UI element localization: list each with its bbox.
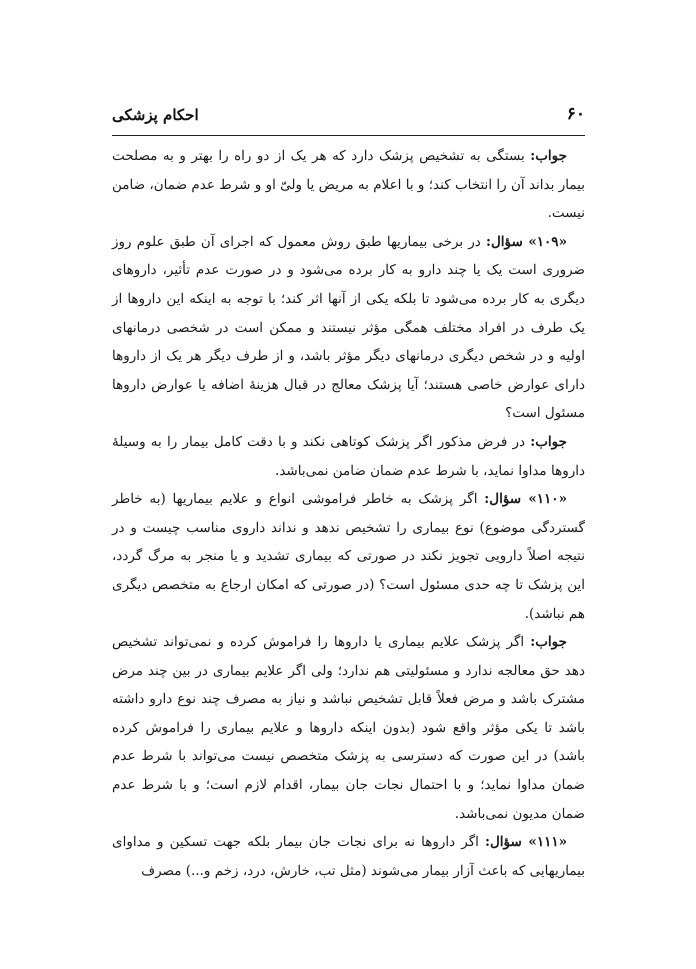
answer-label: جواب: (530, 634, 567, 651)
paragraph-text: اگر پزشک به خاطر فراموشی انواع و علایم بیماریها (به خاطر گستردگی موضوع) نوع بیماری را تشخیص ندهد و نداند داروی مناسب چیست و در نتیجه اصلاً دارویی تجویز نکند در صورتی که بیماری تشدید و یا منجر به مرگ گردد، این پزشک تا چه حدی مسئول است؟ (در صورتی که امکان ارجاع به متخصص دیگری هم نباشد). (112, 491, 585, 622)
question-paragraph (112, 228, 585, 428)
answer-label: جواب: (530, 148, 567, 164)
answer-paragraph (112, 428, 585, 485)
answer-paragraph (112, 628, 585, 828)
question-paragraph (112, 485, 585, 628)
question-number: «۱۰۹» (522, 233, 567, 250)
question-label: سؤال: (485, 834, 522, 851)
running-title: احکام پزشکی (112, 106, 199, 124)
paragraph-text: در برخی بیماریها طبق روش معمول که اجرای آن طبق علوم روز ضروری است یک یا چند دارو به کار برده می‌شود و در صورت عدم تأثیر، داروهای دیگری به کار برده می‌شود تا بلکه یکی از آنها اثر کند؛ با توجه به اینکه این داروها از یک طرف در افراد مختلف همگی مؤثر نیستند و ممکن است در شخصی درمانهای اولیه و در شخص دیگری درمانهای دیگر مؤثر باشد، و از طرف دیگر هر یک از داروها دارای عوارض خاصی هستند؛ آیا پزشک معالج در قبال هزینهٔ اضافه یا عوارض داروها مسئول است؟ (112, 233, 585, 422)
question-number: «۱۱۱» (521, 834, 568, 851)
body-text (112, 142, 585, 885)
header-divider (112, 135, 585, 136)
paragraph-text: اگر پزشک علایم بیماری یا داروها را فراموش کرده و نمی‌تواند تشخیص دهد حق معالجه ندارد و مسئولیتی هم ندارد؛ ولی اگر علایم بیماری در بین چند مرض مشترک باشد و مرض فعلاً قابل تشخیص نباشد و نیاز به مصرف چند نوع دارو داشته باشد تا یکی مؤثر واقع شود (بدون اینکه داروها و علایم بیماری را فراموش کرده باشد) در این صورت که دسترسی به پزشک متخصص نیست می‌تواند با شرط عدم ضمان مداوا نماید؛ و با احتمال نجات جان بیمار، اقدام لازم است؛ و با شرط عدم ضمان مدیون نمی‌باشد. (112, 634, 585, 822)
question-label: سؤال: (485, 233, 523, 250)
paragraph-text: اگر داروها نه برای نجات جان بیمار بلکه جهت تسکین و مداوای بیماریهایی که باعث آزار بیمار می‌شوند (مثل تب، خارش، درد، زخم و...) مصرف (112, 834, 585, 879)
page-header (112, 100, 585, 136)
page-number: ۶۰ (566, 104, 585, 124)
question-number: «۱۱۰» (521, 491, 567, 508)
question-label: سؤال: (484, 491, 522, 508)
answer-label: جواب: (530, 433, 567, 450)
paragraph-text: در فرض مذکور اگر پزشک کوتاهی نکند و با دقت کامل بیمار را به وسیلهٔ داروها مداوا نماید، با شرط عدم ضمان ضامن نمی‌باشد. (112, 433, 585, 479)
paragraph-text: بستگی به تشخیص پزشک دارد که هر یک از دو راه را بهتر و به مصلحت بیمار بداند آن را انتخاب کند؛ و با اعلام به مریض یا ولیّ او و شرط عدم ضمان، ضامن نیست. (112, 148, 585, 222)
answer-paragraph (112, 142, 585, 228)
question-paragraph (112, 828, 585, 885)
